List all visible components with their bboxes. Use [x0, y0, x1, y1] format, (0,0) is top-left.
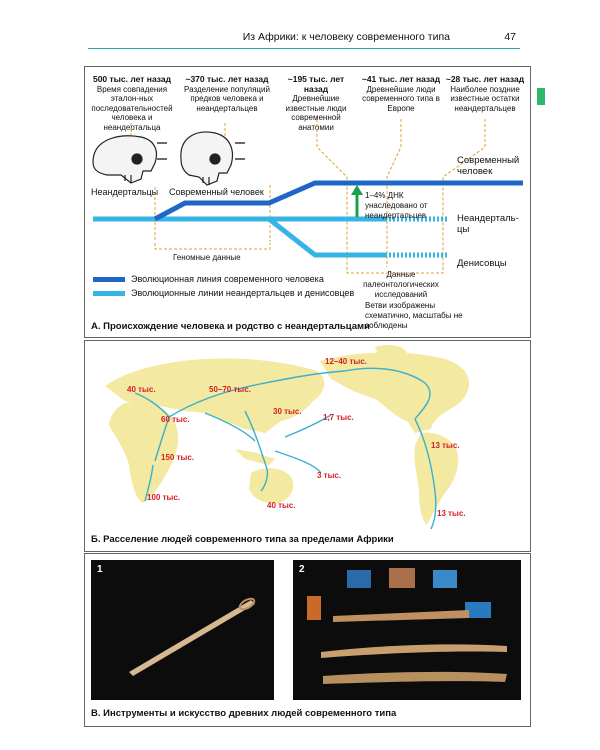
timeline-time: ~195 тыс. лет назад [287, 74, 345, 94]
genome-label: Геномные данные [173, 253, 241, 262]
flutes-image [293, 560, 521, 700]
modern-skull-icon [181, 132, 233, 185]
panel-c-caption: В. Инструменты и искусство древних людей современного типа [91, 708, 397, 719]
photo-1-number: 1 [97, 564, 103, 575]
panel-a-caption: А. Происхождение человека и родство с неандертальцами [91, 321, 370, 332]
line-label-neanderthal: Неандерталь-цы [457, 213, 519, 235]
map-label: 13 тыс. [437, 509, 466, 518]
photo-flutes [293, 560, 521, 700]
timeline-time: ~370 тыс. лет назад [185, 74, 269, 84]
map-label: 30 тыс. [273, 407, 302, 416]
denisovan-line [269, 219, 385, 255]
map-label: 100 тыс. [147, 493, 180, 502]
timeline-text: Древнейшие известные люди современной анатомии [285, 94, 347, 132]
map-label: 1,7 тыс. [323, 413, 354, 422]
map-label: 13 тыс. [431, 441, 460, 450]
indonesia [235, 449, 275, 465]
timeline-text: Время совпадения эталон-ных последовательностей человека и неандертальца [91, 84, 173, 132]
line-label-denisovan: Денисовцы [457, 258, 507, 269]
panel-c [84, 553, 531, 727]
legend-swatch-archaic [93, 291, 125, 296]
map-label: 40 тыс. [127, 385, 156, 394]
photo-needle [91, 560, 274, 700]
timeline-time: 500 тыс. лет назад [92, 74, 172, 84]
panel-b-caption: Б. Расселение людей современного типа за пределами Африки [91, 534, 394, 545]
route-oceania [275, 451, 321, 473]
timeline-text: Разделение популяций предков человека и неандертальцев [184, 84, 270, 113]
scale-note: Ветви изображены схематично, масштабы не соблюдены [365, 301, 463, 330]
page-number: 47 [504, 31, 516, 43]
chapter-title: Из Африки: к человеку современного типа [242, 31, 450, 43]
time-marker-370 [225, 123, 270, 242]
timeline-text: Наиболее поздние известные остатки неандертальцев [450, 84, 520, 113]
section-tab-marker [537, 88, 545, 105]
page-header [88, 28, 520, 49]
photo-2-number: 2 [299, 564, 305, 575]
bone-needle-image [91, 560, 274, 700]
map-label: 150 тыс. [161, 453, 194, 462]
paleo-label: Данные палеонтологических исследований [363, 270, 439, 299]
panel-b [84, 340, 531, 552]
legend-swatch-modern [93, 277, 125, 282]
modern-skull-label: Современный человек [169, 187, 264, 197]
timeline-time: ~28 тыс. лет назад [445, 74, 525, 84]
line-label-modern: Современный человек [457, 155, 520, 177]
migration-map [85, 341, 530, 531]
timeline-text: Древнейшие люди современного типа в Европе [362, 84, 440, 113]
genome-bracket [155, 243, 270, 249]
map-label: 3 тыс. [317, 471, 342, 480]
legend-label-archaic: Эволюционные линии неандертальцев и денисовцев [131, 288, 355, 298]
map-label: 12–40 тыс. [325, 357, 367, 366]
map-label: 50–70 тыс. [209, 385, 251, 394]
australia [249, 468, 293, 503]
dna-note: 1–4% ДНК унаследовано от неандертальцев [365, 191, 428, 220]
map-label: 40 тыс. [267, 501, 296, 510]
neanderthal-skull-icon [93, 136, 156, 183]
legend-label-modern: Эволюционная линия современного человека [131, 274, 324, 284]
time-marker-195 [317, 119, 347, 272]
neanderthal-skull-label: Неандертальцы [91, 187, 159, 197]
timeline-time: ~41 тыс. лет назад [361, 74, 441, 84]
map-label: 60 тыс. [161, 415, 190, 424]
panel-a [84, 66, 531, 338]
